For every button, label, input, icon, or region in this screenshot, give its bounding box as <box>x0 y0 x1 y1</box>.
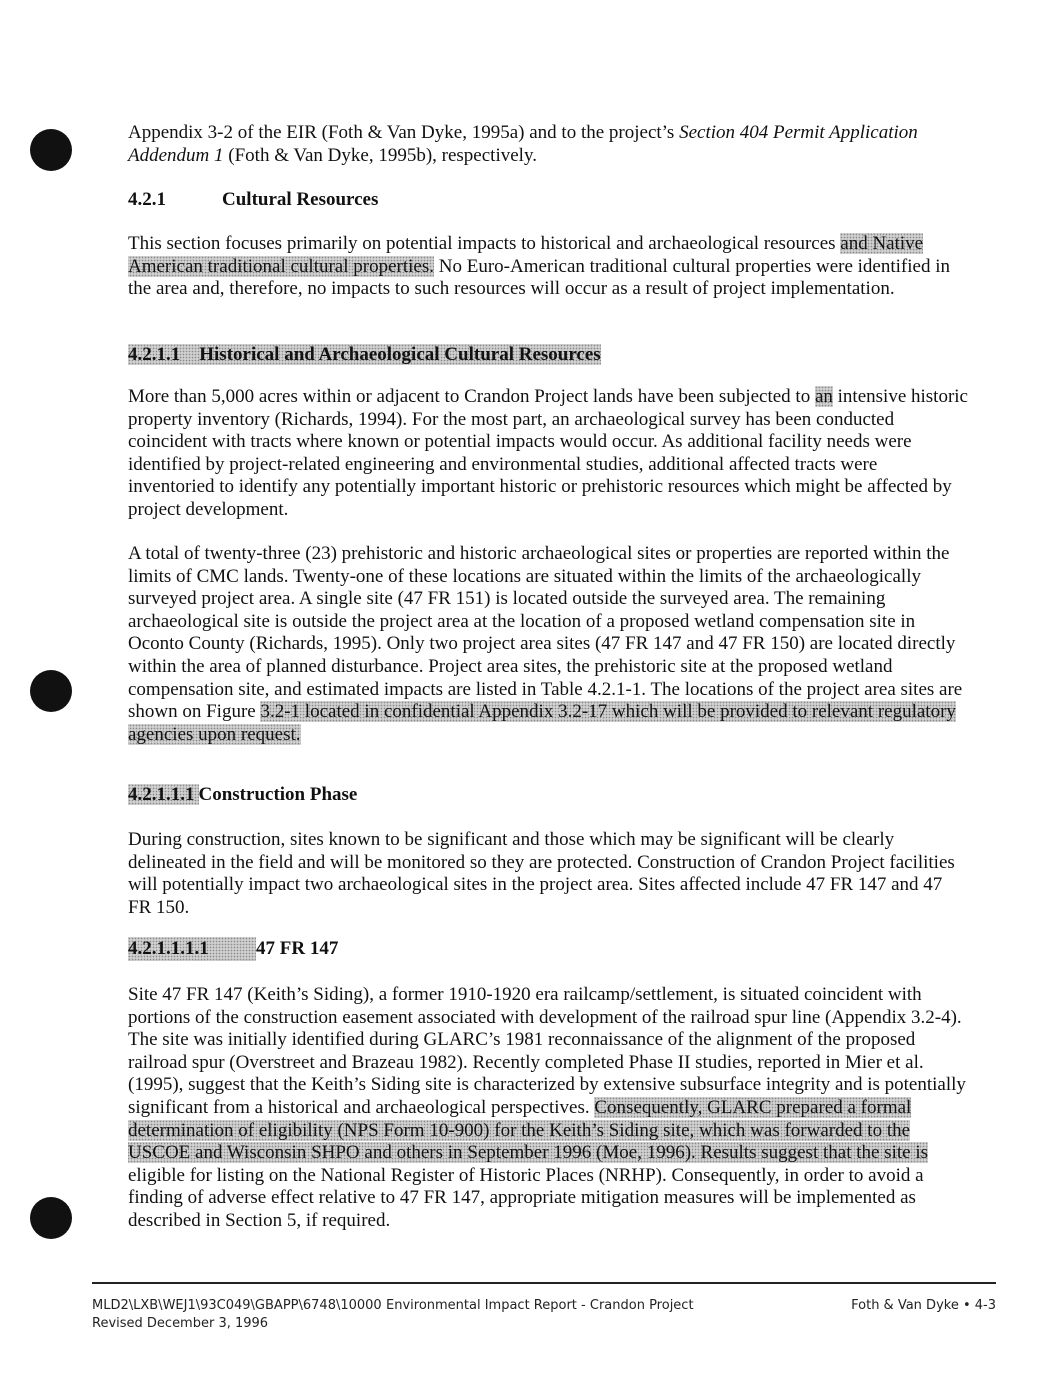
section-421-heading <box>128 188 968 212</box>
section-4211-heading <box>128 343 968 367</box>
footer-doc-title: Environmental Impact Report - Crandon Project <box>386 1298 694 1313</box>
footer-divider <box>92 1282 996 1284</box>
footer-revised: Revised December 3, 1996 <box>92 1316 269 1331</box>
paragraph-text: Site 47 FR 147 (Keith’s Siding), a former 1910-1920 era railcamp/settlement, is situated coincident with portions of the construction easement associated with development of the railroad spur line (Appendix 3.2-4). The site was initially identified during GLARC’s 1981 reconnaissance of the alignment of the proposed railroad spur (Overstreet and Brazeau 1982). Recently completed Phase II studies, reported in Mier et al. (1995), suggest that the Keith’s Siding site is characterized by extensive subsurface integrity and is potentially significant from a historical and archaeological perspectives. <box>128 984 966 1118</box>
intro-paragraph <box>128 122 968 167</box>
paragraph-text: A total of twenty-three (23) prehistoric and historic archaeological sites or properties are reported within the limits of CMC lands. Twenty-one of these locations are situated within the limits of the archaeologically surveyed project area. A single site (47 FR 151) is located outside the surveyed area. The remaining archaeological site is outside the project area at the location of a proposed wetland compensation site in Oconto County (Richards, 1995). Only two project area sites (47 FR 147 and 47 FR 150) are located directly within the area of planned disturbance. Project area sites, the prehistoric site at the proposed wetland compensation site, and estimated impacts are listed in Table 4.2.1-1. The locations of the project area sites are shown on Figure <box>128 543 963 723</box>
paragraph-text-end: No Euro-American traditional cultural properties were identified in the area and, therefore, no impacts to such resources will occur as a result of project implementation. <box>128 255 950 300</box>
section-421111-heading <box>128 937 968 961</box>
paragraph-text-end: intensive historic property inventory (Richards, 1994). For the most part, an archaeological survey has been conducted coincident with tracts where known or potential impacts would occur. As additional facility needs were identified by project-related engineering and environmental studies, additional affected tracts were inventoried to identify any potentially important historic or prehistoric resources which might be affected by project development. <box>128 386 968 520</box>
footer-page-label: Foth & Van Dyke • 4-3 <box>851 1298 996 1313</box>
footer-path: MLD2\LXB\WEJ1\93C049\GBAPP\6748\10000 <box>92 1298 382 1313</box>
section-4211-paragraph-1 <box>128 386 968 522</box>
section-421-paragraph <box>128 233 968 301</box>
highlighted-text: and Native American traditional cultural properties. <box>128 233 924 277</box>
intro-text-end: (Foth & Van Dyke, 1995b), respectively. <box>223 144 537 166</box>
section-title: Construction Phase <box>198 784 358 805</box>
paragraph-text: During construction, sites known to be significant and those which may be significant will be clearly delineated in the field and will be monitored so they are protected. Construction of Crandon Project facilities will potentially impact two archaeological sites in the project area. Sites affected include 47 FR 147 and 47 FR 150. <box>128 829 955 918</box>
section-number-highlighted: 4.2.1.1.1.1 <box>128 937 256 961</box>
paragraph-text: This section focuses primarily on potential impacts to historical and archaeological resources <box>128 233 841 254</box>
binder-hole-bottom-icon <box>30 1197 72 1239</box>
highlighted-text: 3.2-1 located in confidential Appendix 3.2-17 which will be provided to relevant regulatory agencies upon request. <box>128 701 956 745</box>
paragraph-text-end: eligible for listing on the National Register of Historic Places (NRHP). Consequently, in order to avoid a finding of adverse effect relative to 47 FR 147, appropriate mitigation measures will be implemented as described in Section 5, if required. <box>128 1164 924 1231</box>
section-42111-paragraph <box>128 829 968 919</box>
binder-hole-middle-icon <box>30 670 72 712</box>
paragraph-text: More than 5,000 acres within or adjacent to Crandon Project lands have been subjected to <box>128 386 815 407</box>
intro-reference: Section 404 Permit Application Addendum 1 <box>128 122 918 166</box>
section-title: Cultural Resources <box>222 189 379 210</box>
section-heading-highlighted: 4.2.1.1 Historical and Archaeological Cultural Resources <box>128 344 601 365</box>
intro-text: Appendix 3-2 of the EIR (Foth & Van Dyke, 1995a) and to the project’s <box>128 122 680 143</box>
section-4211-paragraph-2 <box>128 543 968 746</box>
section-number: 4.2.1 <box>128 189 166 210</box>
highlighted-text: an <box>814 386 833 407</box>
section-title: 47 FR 147 <box>256 938 339 959</box>
section-421111-paragraph <box>128 984 968 1233</box>
binder-hole-top-icon <box>30 129 72 171</box>
highlighted-text: Consequently, GLARC prepared a formal determination of eligibility (NPS Form 10-900) for the Keith’s Siding site, which was forwarded to the USCOE and Wisconsin SHPO and others in September 1996 (Moe, 1996). Results suggest that the site is <box>128 1096 928 1164</box>
section-42111-heading <box>128 783 968 807</box>
section-number-highlighted: 4.2.1.1.1 <box>128 784 199 805</box>
